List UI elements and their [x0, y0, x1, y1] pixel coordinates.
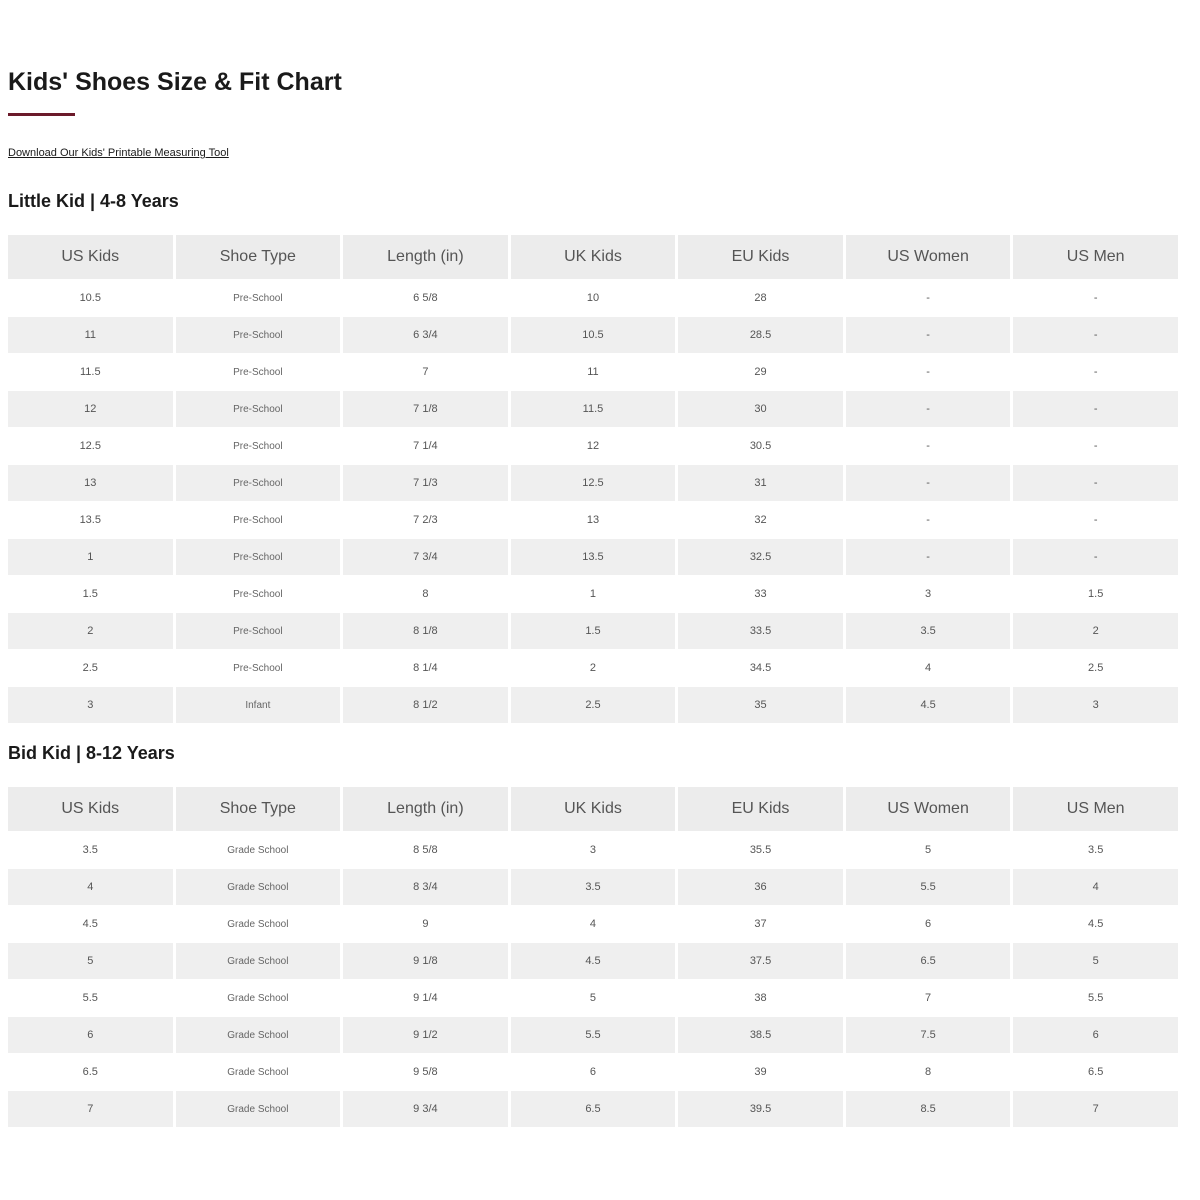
- table-cell: 13: [8, 465, 173, 502]
- table-cell: 4: [511, 906, 676, 943]
- table-cell: 8: [846, 1054, 1011, 1091]
- table-cell: Grade School: [176, 1091, 341, 1128]
- table-cell: 2.5: [511, 687, 676, 724]
- table-cell: 30: [678, 391, 843, 428]
- table-cell: 12.5: [511, 465, 676, 502]
- table-cell: Grade School: [176, 1017, 341, 1054]
- table-cell: 11: [511, 354, 676, 391]
- table-cell: Grade School: [176, 980, 341, 1017]
- table-cell: Pre-School: [176, 391, 341, 428]
- table-cell: 9 1/8: [343, 943, 508, 980]
- table-cell: 12: [8, 391, 173, 428]
- table-cell: 6 3/4: [343, 317, 508, 354]
- table-row: [8, 650, 1178, 687]
- column-header: US Men: [1013, 235, 1178, 280]
- table-cell: 10.5: [511, 317, 676, 354]
- table-cell: 7 1/4: [343, 428, 508, 465]
- table-cell: 6.5: [8, 1054, 173, 1091]
- table-cell: Pre-School: [176, 613, 341, 650]
- column-header: US Women: [846, 787, 1011, 832]
- table-cell: 6 5/8: [343, 280, 508, 317]
- table-cell: 9 1/4: [343, 980, 508, 1017]
- table-cell: 2.5: [1013, 650, 1178, 687]
- table-cell: -: [846, 280, 1011, 317]
- table-row: [8, 1017, 1178, 1054]
- little-kid-heading: Little Kid | 4-8 Years: [8, 191, 179, 211]
- table-cell: 8 3/4: [343, 869, 508, 906]
- table-cell: 7 3/4: [343, 539, 508, 576]
- table-cell: -: [1013, 428, 1178, 465]
- page-title: Kids' Shoes Size & Fit Chart: [8, 68, 342, 96]
- table-cell: 28: [678, 280, 843, 317]
- table-cell: 33.5: [678, 613, 843, 650]
- table-cell: -: [846, 391, 1011, 428]
- table-cell: Pre-School: [176, 354, 341, 391]
- table-cell: 6.5: [846, 943, 1011, 980]
- table-cell: 39.5: [678, 1091, 843, 1128]
- table-cell: 1: [8, 539, 173, 576]
- table-cell: 6.5: [1013, 1054, 1178, 1091]
- table-cell: 4: [1013, 869, 1178, 906]
- table-cell: -: [1013, 280, 1178, 317]
- table-cell: 8 1/4: [343, 650, 508, 687]
- table-cell: 2: [8, 613, 173, 650]
- table-cell: 6.5: [511, 1091, 676, 1128]
- table-row: [8, 317, 1178, 354]
- title-underline: [8, 113, 75, 116]
- table-cell: 38.5: [678, 1017, 843, 1054]
- table-cell: 3: [511, 832, 676, 869]
- table-cell: 8 1/8: [343, 613, 508, 650]
- table-cell: 32: [678, 502, 843, 539]
- table-cell: 4.5: [8, 906, 173, 943]
- table-row: [8, 906, 1178, 943]
- table-cell: Pre-School: [176, 650, 341, 687]
- table-cell: Grade School: [176, 869, 341, 906]
- table-cell: 6: [8, 1017, 173, 1054]
- table-cell: 2.5: [8, 650, 173, 687]
- table-row: [8, 354, 1178, 391]
- table-cell: 5.5: [511, 1017, 676, 1054]
- table-cell: 3.5: [8, 832, 173, 869]
- table-cell: -: [1013, 502, 1178, 539]
- table-cell: Grade School: [176, 1054, 341, 1091]
- table-cell: Pre-School: [176, 317, 341, 354]
- table-cell: Pre-School: [176, 465, 341, 502]
- table-cell: 37: [678, 906, 843, 943]
- table-cell: Pre-School: [176, 502, 341, 539]
- table-cell: 37.5: [678, 943, 843, 980]
- table-cell: Grade School: [176, 943, 341, 980]
- table-cell: Pre-School: [176, 539, 341, 576]
- table-cell: -: [846, 502, 1011, 539]
- table-cell: Pre-School: [176, 428, 341, 465]
- table-cell: 7.5: [846, 1017, 1011, 1054]
- table-cell: 13: [511, 502, 676, 539]
- table-row: [8, 502, 1178, 539]
- table-cell: Pre-School: [176, 280, 341, 317]
- table-cell: -: [846, 317, 1011, 354]
- column-header: US Kids: [8, 235, 173, 280]
- big-kid-heading: Bid Kid | 8-12 Years: [8, 743, 175, 763]
- table-cell: 5: [846, 832, 1011, 869]
- column-header: Length (in): [343, 787, 508, 832]
- table-cell: 9 3/4: [343, 1091, 508, 1128]
- table-cell: -: [846, 354, 1011, 391]
- table-row: [8, 1054, 1178, 1091]
- table-cell: 2: [511, 650, 676, 687]
- table-cell: -: [1013, 317, 1178, 354]
- table-cell: 11: [8, 317, 173, 354]
- table-cell: 13.5: [8, 502, 173, 539]
- column-header: US Kids: [8, 787, 173, 832]
- column-header: US Men: [1013, 787, 1178, 832]
- table-cell: 6: [1013, 1017, 1178, 1054]
- table-cell: 12.5: [8, 428, 173, 465]
- table-cell: -: [846, 428, 1011, 465]
- table-cell: 35: [678, 687, 843, 724]
- table-cell: 1: [511, 576, 676, 613]
- table-cell: 39: [678, 1054, 843, 1091]
- table-cell: 9 5/8: [343, 1054, 508, 1091]
- table-row: [8, 465, 1178, 502]
- little-kid-size-table: [5, 235, 1181, 724]
- table-cell: 36: [678, 869, 843, 906]
- table-cell: 5: [511, 980, 676, 1017]
- table-cell: 33: [678, 576, 843, 613]
- table-cell: 3.5: [511, 869, 676, 906]
- table-cell: 4.5: [1013, 906, 1178, 943]
- table-row: [8, 613, 1178, 650]
- table-cell: 7: [846, 980, 1011, 1017]
- table-cell: 31: [678, 465, 843, 502]
- table-cell: 5: [8, 943, 173, 980]
- table-row: [8, 539, 1178, 576]
- table-header-row: [8, 235, 1178, 280]
- big-kid-size-table: [5, 787, 1181, 1128]
- table-cell: 3: [8, 687, 173, 724]
- table-header-row: [8, 787, 1178, 832]
- table-cell: 1.5: [8, 576, 173, 613]
- table-cell: 3: [1013, 687, 1178, 724]
- table-cell: Grade School: [176, 832, 341, 869]
- table-cell: 2: [1013, 613, 1178, 650]
- table-cell: 30.5: [678, 428, 843, 465]
- table-cell: 1.5: [1013, 576, 1178, 613]
- table-cell: 12: [511, 428, 676, 465]
- column-header: EU Kids: [678, 787, 843, 832]
- table-cell: 5.5: [1013, 980, 1178, 1017]
- table-cell: 7 1/8: [343, 391, 508, 428]
- table-cell: 4: [8, 869, 173, 906]
- table-cell: 5.5: [846, 869, 1011, 906]
- table-cell: 6: [511, 1054, 676, 1091]
- table-row: [8, 869, 1178, 906]
- table-cell: -: [1013, 354, 1178, 391]
- table-cell: 8 1/2: [343, 687, 508, 724]
- table-cell: 8 5/8: [343, 832, 508, 869]
- table-cell: 11.5: [511, 391, 676, 428]
- table-cell: 34.5: [678, 650, 843, 687]
- table-cell: 10: [511, 280, 676, 317]
- table-cell: -: [1013, 539, 1178, 576]
- table-cell: -: [1013, 391, 1178, 428]
- table-cell: 9: [343, 906, 508, 943]
- column-header: Shoe Type: [176, 235, 341, 280]
- table-cell: -: [1013, 465, 1178, 502]
- table-cell: 32.5: [678, 539, 843, 576]
- table-row: [8, 980, 1178, 1017]
- table-cell: 7 2/3: [343, 502, 508, 539]
- table-cell: Grade School: [176, 906, 341, 943]
- table-cell: 5.5: [8, 980, 173, 1017]
- table-row: [8, 1091, 1178, 1128]
- table-cell: 28.5: [678, 317, 843, 354]
- table-cell: 38: [678, 980, 843, 1017]
- column-header: US Women: [846, 235, 1011, 280]
- column-header: UK Kids: [511, 787, 676, 832]
- table-cell: 7 1/3: [343, 465, 508, 502]
- table-cell: -: [846, 465, 1011, 502]
- table-row: [8, 832, 1178, 869]
- table-cell: 4.5: [846, 687, 1011, 724]
- table-row: [8, 687, 1178, 724]
- table-cell: 8.5: [846, 1091, 1011, 1128]
- table-cell: 7: [343, 354, 508, 391]
- table-cell: 9 1/2: [343, 1017, 508, 1054]
- table-cell: 35.5: [678, 832, 843, 869]
- table-cell: Infant: [176, 687, 341, 724]
- table-cell: 3.5: [846, 613, 1011, 650]
- table-cell: 6: [846, 906, 1011, 943]
- table-cell: 4: [846, 650, 1011, 687]
- table-cell: 5: [1013, 943, 1178, 980]
- table-row: [8, 280, 1178, 317]
- table-cell: 29: [678, 354, 843, 391]
- table-cell: 3.5: [1013, 832, 1178, 869]
- table-cell: 8: [343, 576, 508, 613]
- table-cell: 3: [846, 576, 1011, 613]
- table-cell: 7: [8, 1091, 173, 1128]
- table-cell: 11.5: [8, 354, 173, 391]
- table-row: [8, 428, 1178, 465]
- table-row: [8, 391, 1178, 428]
- table-row: [8, 943, 1178, 980]
- table-cell: 1.5: [511, 613, 676, 650]
- column-header: UK Kids: [511, 235, 676, 280]
- table-cell: -: [846, 539, 1011, 576]
- table-cell: 7: [1013, 1091, 1178, 1128]
- column-header: EU Kids: [678, 235, 843, 280]
- table-cell: 4.5: [511, 943, 676, 980]
- table-row: [8, 576, 1178, 613]
- column-header: Shoe Type: [176, 787, 341, 832]
- table-cell: 13.5: [511, 539, 676, 576]
- table-cell: Pre-School: [176, 576, 341, 613]
- column-header: Length (in): [343, 235, 508, 280]
- table-cell: 10.5: [8, 280, 173, 317]
- download-measuring-tool-link[interactable]: Download Our Kids' Printable Measuring Tool: [8, 147, 229, 159]
